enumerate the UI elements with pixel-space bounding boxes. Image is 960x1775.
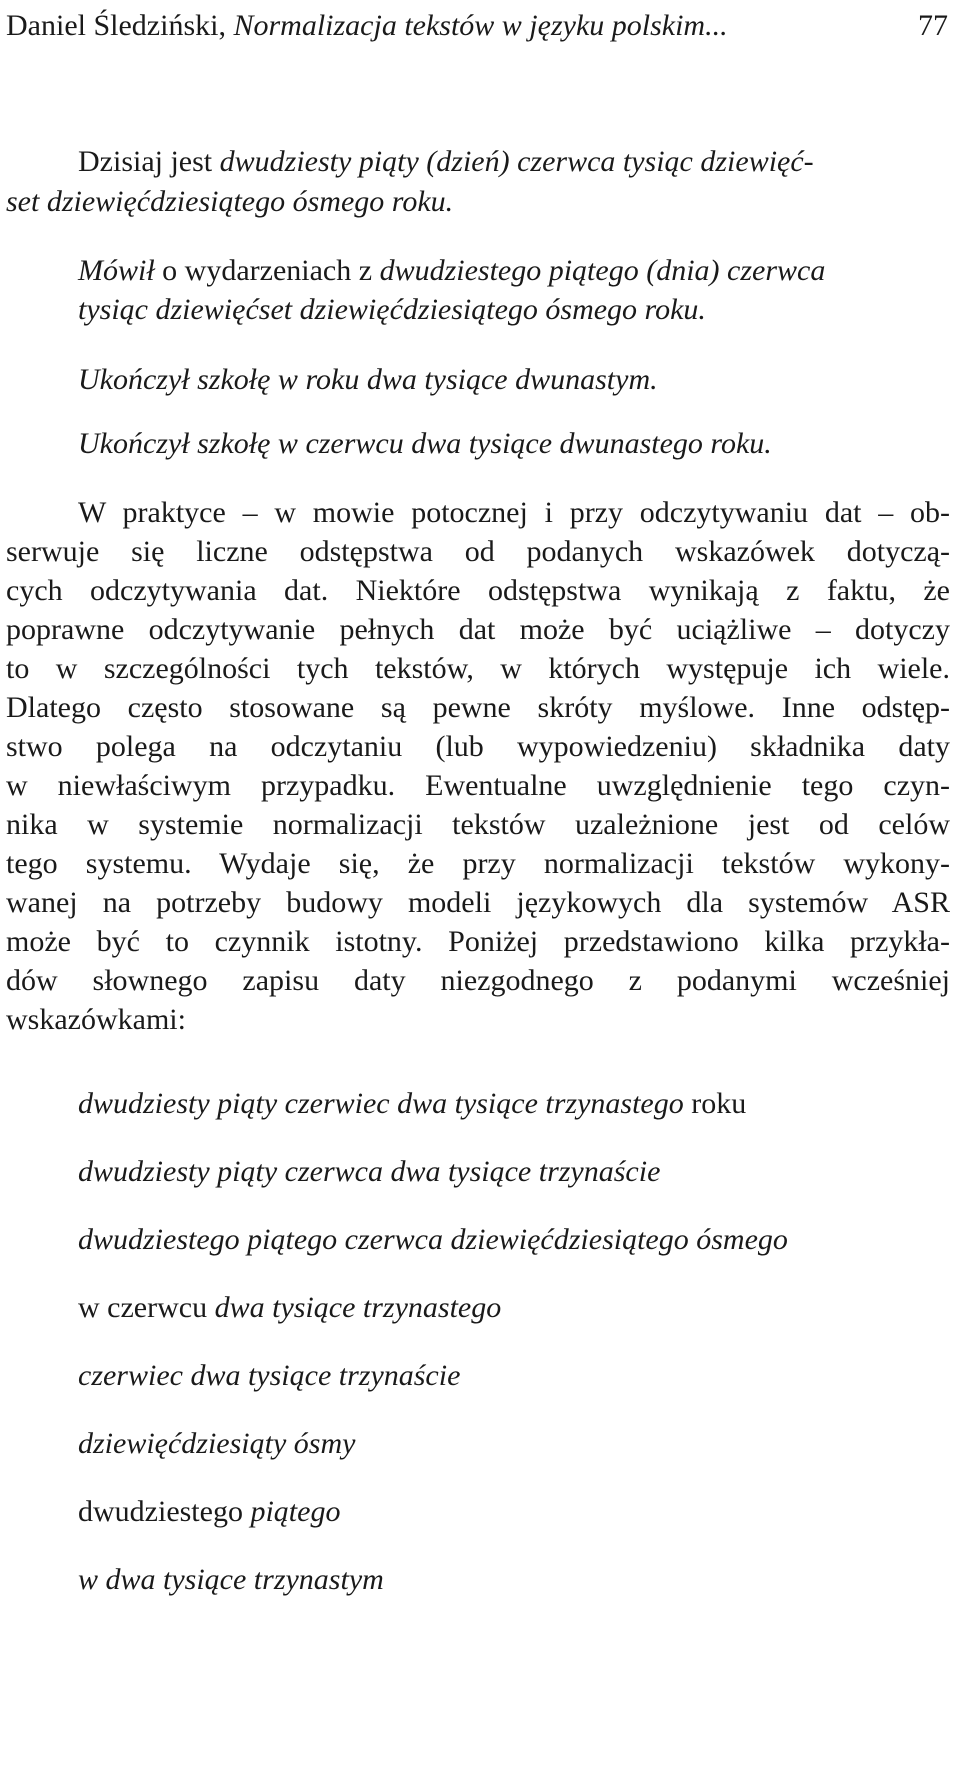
example-text-segment: dwudziestego	[78, 1495, 251, 1528]
paragraph-line: może być to czynnik istotny. Poniżej przedstawiono kilka przykła-	[6, 925, 950, 958]
example-bottom-6	[78, 1424, 355, 1464]
paragraph-line: cych odczytywania dat. Niektóre odstępstwa wynikają z faktu, że	[6, 574, 950, 607]
example-text-segment: dwudziesty piąty czerwca dwa tysiące trzynaście	[78, 1155, 661, 1188]
header-title	[6, 6, 728, 46]
example-bottom-7	[78, 1492, 340, 1532]
example-text-segment: dwudziesty piąty czerwiec dwa tysiące trzynastego	[78, 1087, 684, 1120]
example-top-3	[78, 360, 658, 400]
example-text-segment: czerwiec dwa tysiące trzynaście	[78, 1359, 461, 1392]
example-bottom-1	[78, 1084, 746, 1124]
paragraph-line: tego systemu. Wydaje się, że przy normalizacji tekstów wykony-	[6, 847, 950, 880]
paragraph-line: dów słownego zapisu daty niezgodnego z podanymi wcześniej	[6, 964, 950, 997]
paragraph-line: to w szczególności tych tekstów, w których występuje ich wiele.	[6, 652, 950, 685]
example-text-segment: piątego	[250, 1495, 341, 1528]
header-title-italic: Normalizacja tekstów w języku polskim...	[233, 9, 728, 42]
example-text-segment: Ukończył szkołę w czerwcu dwa tysiące dwunastego roku.	[78, 427, 772, 460]
paragraph-line: serwuje się liczne odstępstwa od podanych wskazówek dotyczą-	[6, 535, 950, 568]
example-text-segment: dziewięćdziesiąty ósmy	[78, 1427, 356, 1460]
example-text-segment: w dwa tysiące trzynastym	[78, 1563, 384, 1596]
example-bottom-3	[78, 1220, 788, 1260]
example-bottom-2	[78, 1152, 660, 1192]
example-text-segment: set dziewięćdziesiątego ósmego roku.	[6, 185, 454, 218]
example-top-2-line-2	[78, 290, 706, 330]
paragraph-line: w niewłaściwym przypadku. Ewentualne uwzględnienie tego czyn-	[6, 769, 950, 802]
paragraph-line-last: wskazówkami:	[6, 1003, 186, 1036]
example-bottom-4	[78, 1288, 501, 1328]
paragraph-line: W praktyce – w mowie potocznej i przy odczytywaniu dat – ob-	[78, 496, 950, 529]
header-author: Daniel Śledziński,	[6, 9, 234, 42]
page-number: 77	[918, 9, 948, 42]
example-top-2-line-1	[78, 251, 825, 291]
example-top-4	[78, 424, 772, 464]
example-text-segment: Mówił	[78, 254, 155, 287]
example-text-segment: dwudziestego piątego (dnia) czerwca	[379, 254, 826, 287]
example-top-1-line-1	[78, 142, 814, 182]
example-bottom-5	[78, 1356, 460, 1396]
paragraph-line: poprawne odczytywanie pełnych dat może być uciążliwe – dotyczy	[6, 613, 950, 646]
example-text-segment: Ukończył szkołę w roku dwa tysiące dwunastym.	[78, 363, 658, 396]
running-header	[6, 6, 954, 46]
example-text-segment: tysiąc dziewięćset dziewięćdziesiątego ósmego roku.	[78, 293, 706, 326]
example-top-1-line-2	[6, 182, 453, 222]
paragraph-line: wanej na potrzeby budowy modeli językowych dla systemów ASR	[6, 886, 950, 919]
example-text-segment: dwa tysiące trzynastego	[214, 1291, 502, 1324]
example-text-segment: Dzisiaj jest	[78, 145, 220, 178]
example-text-segment: w czerwcu	[78, 1291, 215, 1324]
example-text-segment: dwudziesty piąty (dzień) czerwca tysiąc dziewięć-	[219, 145, 814, 178]
example-text-segment: o wydarzeniach z	[154, 254, 380, 287]
paragraph-line: nika w systemie normalizacji tekstów uzależnione jest od celów	[6, 808, 950, 841]
example-text-segment: dwudziestego piątego czerwca dziewięćdziesiątego ósmego	[78, 1223, 788, 1256]
example-bottom-8	[78, 1560, 384, 1600]
example-text-segment: roku	[683, 1087, 747, 1120]
paragraph-line: stwo polega na odczytaniu (lub wypowiedzeniu) składnika daty	[6, 730, 950, 763]
paragraph-line: Dlatego często stosowane są pewne skróty myślowe. Inne odstęp-	[6, 691, 950, 724]
